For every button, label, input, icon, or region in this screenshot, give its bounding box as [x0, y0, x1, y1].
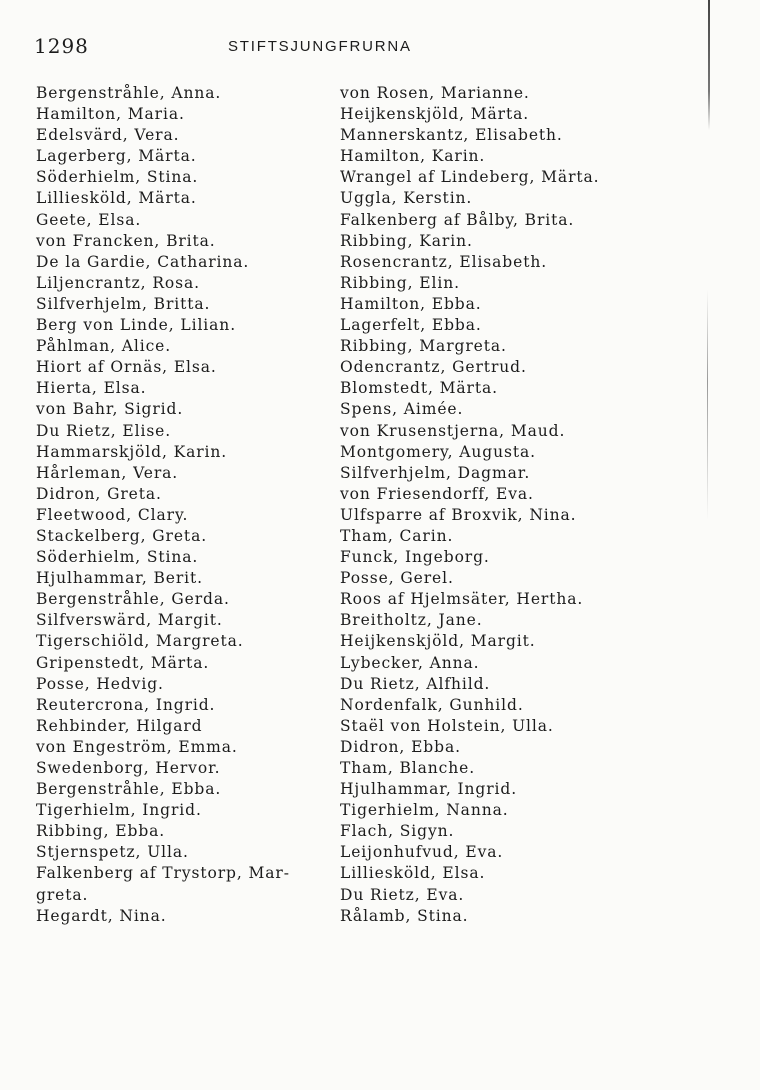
list-item: Hamilton, Ebba.	[340, 294, 482, 313]
list-item: Hamilton, Karin.	[340, 147, 486, 166]
list-item: Lilliesköld, Märta.	[36, 189, 197, 208]
list-item: Geete, Elsa.	[36, 210, 142, 229]
list-item: von Rosen, Marianne.	[340, 84, 530, 102]
page-number: 1298	[34, 34, 89, 58]
list-item: Söderhielm, Stina.	[36, 548, 199, 567]
list-item: Didron, Ebba.	[340, 737, 461, 756]
list-item: Mannerskantz, Elisabeth.	[340, 126, 563, 145]
list-item: Ribbing, Karin.	[340, 231, 473, 250]
list-item: von Bahr, Sigrid.	[36, 400, 184, 419]
list-item: Wrangel af Lindeberg, Märta.	[340, 168, 600, 187]
list-item: Gripenstedt, Märta.	[36, 653, 210, 672]
list-item: Reutercrona, Ingrid.	[36, 695, 216, 714]
list-item: von Engeström, Emma.	[36, 737, 238, 756]
list-item: Flach, Sigyn.	[340, 822, 455, 841]
list-item: Berg von Linde, Lilian.	[36, 316, 237, 335]
list-item: Ribbing, Elin.	[340, 273, 460, 292]
list-item: Blomstedt, Märta.	[340, 379, 498, 398]
list-item: Hjulhammar, Ingrid.	[340, 780, 518, 799]
list-item: Montgomery, Augusta.	[340, 442, 536, 461]
list-item: Bergenstråhle, Ebba.	[36, 780, 222, 799]
list-item: Hiort af Ornäs, Elsa.	[36, 358, 217, 377]
list-item: Stjernspetz, Ulla.	[36, 843, 189, 862]
list-item: De la Gardie, Catharina.	[36, 252, 250, 271]
list-item: Posse, Hedvig.	[36, 674, 164, 693]
list-item: Hamilton, Maria.	[36, 105, 185, 124]
list-item: Spens, Aimée.	[340, 400, 464, 419]
list-item: Rosencrantz, Elisabeth.	[340, 252, 548, 271]
page-edge-line	[708, 0, 710, 130]
list-item: Du Rietz, Alfhild.	[340, 674, 491, 693]
list-item: Odencrantz, Gertrud.	[340, 358, 527, 377]
list-item: Funck, Ingeborg.	[340, 548, 490, 567]
list-item: Liljencrantz, Rosa.	[36, 273, 200, 292]
list-item: Edelsvärd, Vera.	[36, 126, 180, 145]
list-item: greta.	[36, 885, 89, 904]
list-item: Staël von Holstein, Ulla.	[340, 716, 554, 735]
list-item: Heijkenskjöld, Märta.	[340, 105, 530, 124]
list-item: Ribbing, Ebba.	[36, 822, 166, 841]
list-item: Bergenstråhle, Anna.	[36, 84, 222, 102]
list-item: Roos af Hjelmsäter, Hertha.	[340, 590, 584, 609]
list-item: Nordenfalk, Gunhild.	[340, 695, 524, 714]
list-item: Rehbinder, Hilgard	[36, 716, 203, 735]
right-name-column	[340, 83, 640, 927]
list-item: Heijkenskjöld, Margit.	[340, 632, 536, 651]
list-item: von Friesendorff, Eva.	[340, 484, 534, 503]
list-item: Stackelberg, Greta.	[36, 526, 208, 545]
list-item: Silfverhjelm, Britta.	[36, 294, 211, 313]
list-item: Swedenborg, Hervor.	[36, 759, 221, 777]
list-item: Rålamb, Stina.	[340, 906, 469, 925]
list-item: Tigerhielm, Nanna.	[340, 801, 509, 820]
list-item: Ribbing, Margreta.	[340, 337, 507, 356]
list-item: Hierta, Elsa.	[36, 379, 147, 398]
list-item: Hårleman, Vera.	[36, 463, 179, 482]
list-item: Uggla, Kerstin.	[340, 189, 473, 208]
list-item: Lagerfelt, Ebba.	[340, 316, 482, 335]
list-item: von Krusenstjerna, Maud.	[340, 421, 566, 440]
list-item: Lybecker, Anna.	[340, 653, 480, 672]
left-name-column	[36, 83, 336, 927]
list-item: Påhlman, Alice.	[36, 337, 172, 356]
list-item: Leijonhufvud, Eva.	[340, 843, 504, 862]
list-item: Lagerberg, Märta.	[36, 147, 197, 166]
list-item: Hammarskjöld, Karin.	[36, 442, 228, 461]
list-item: Posse, Gerel.	[340, 569, 454, 588]
list-item: Fleetwood, Clary.	[36, 505, 189, 524]
list-item: Tham, Blanche.	[340, 759, 476, 777]
running-head: STIFTSJUNGFRURNA	[228, 38, 412, 55]
list-item: Tigerschiöld, Margreta.	[36, 632, 244, 651]
page-edge-shadow	[707, 290, 708, 520]
list-item: Breitholtz, Jane.	[340, 611, 483, 630]
list-item: Silfverswärd, Margit.	[36, 611, 223, 630]
list-item: Bergenstråhle, Gerda.	[36, 590, 230, 609]
list-item: Falkenberg af Bålby, Brita.	[340, 210, 575, 229]
list-item: Söderhielm, Stina.	[36, 168, 199, 187]
list-item: Tham, Carin.	[340, 526, 454, 545]
list-item: Lilliesköld, Elsa.	[340, 864, 486, 883]
list-item: Falkenberg af Trystorp, Mar-	[36, 864, 290, 883]
list-item: Ulfsparre af Broxvik, Nina.	[340, 505, 577, 524]
list-item: von Francken, Brita.	[36, 231, 216, 250]
list-item: Du Rietz, Elise.	[36, 421, 172, 440]
list-item: Didron, Greta.	[36, 484, 162, 503]
list-item: Hjulhammar, Berit.	[36, 569, 203, 588]
list-item: Tigerhielm, Ingrid.	[36, 801, 202, 820]
list-item: Du Rietz, Eva.	[340, 885, 465, 904]
list-item: Silfverhjelm, Dagmar.	[340, 463, 531, 482]
list-item: Hegardt, Nina.	[36, 906, 167, 925]
